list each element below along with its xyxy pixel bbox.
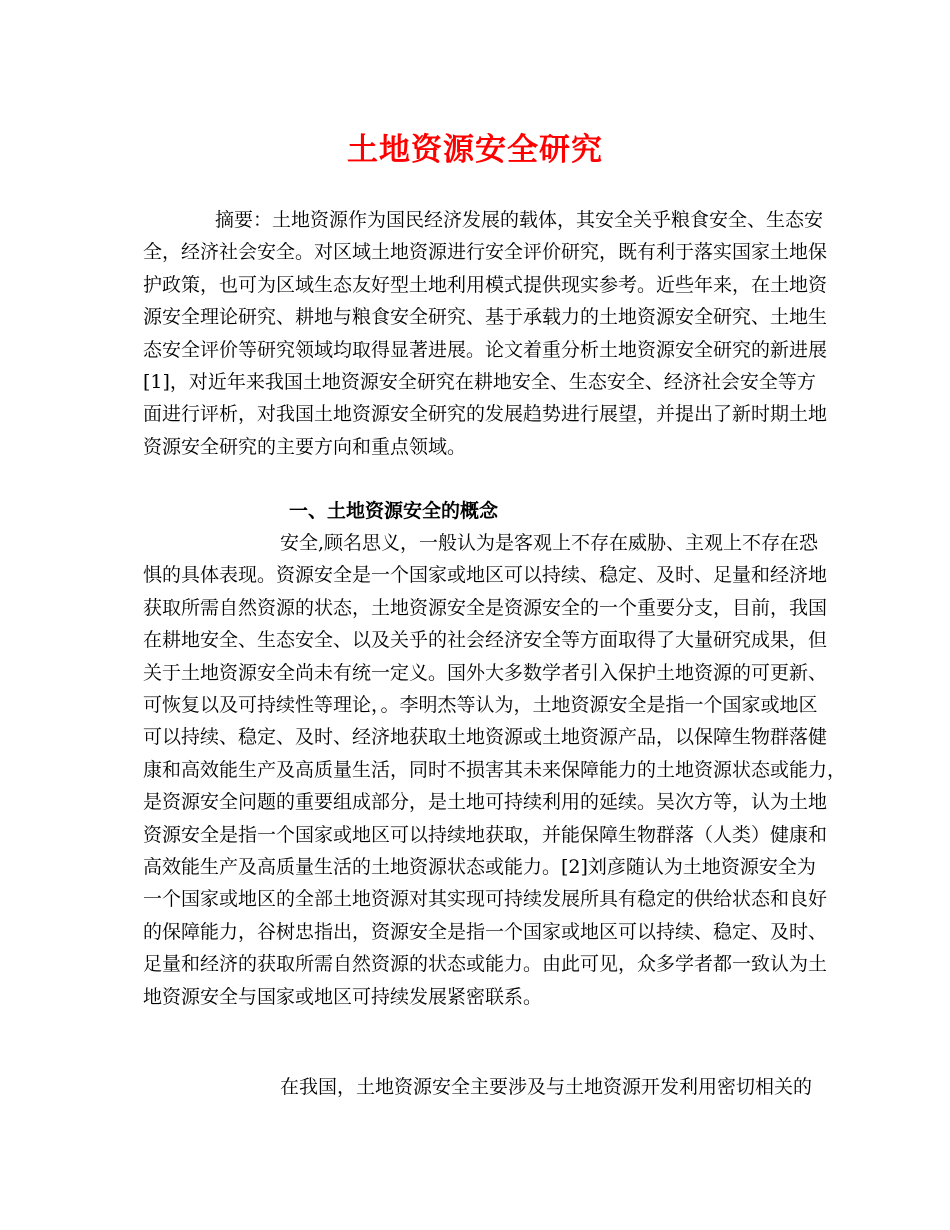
document-title: 土地资源安全研究 — [347, 132, 603, 168]
paragraph-line: 安全,顾名思义，一般认为是客观上不存在威胁、主观上不存在恐 — [280, 532, 819, 554]
paragraph-line: 可恢复以及可持续性等理论，。李明杰等认为，土地资源安全是指一个国家或地区 — [143, 694, 818, 717]
paragraph-line: 是资源安全问题的重要组成部分，是土地可持续利用的延续。吴次方等，认为土地 — [143, 791, 828, 814]
china-paragraph — [143, 1071, 813, 1103]
abstract-line: [1]，对近年来我国土地资源安全研究在耕地安全、生态安全、经济社会安全等方 — [143, 371, 816, 394]
section-heading: 一、土地资源安全的概念 — [289, 500, 499, 522]
concept-paragraph — [143, 527, 847, 1013]
paragraph-line: 在我国，土地资源安全主要涉及与土地资源开发利用密切相关的 — [280, 1076, 813, 1098]
abstract-line: 护政策，也可为区域生态友好型土地利用模式提供现实参考。近些年来，在土地资 — [143, 273, 828, 296]
abstract-line: 态安全评价等研究领域均取得显著进展。论文着重分析土地资源安全研究的新进展 — [143, 338, 828, 361]
paragraph-line: 资源安全是指一个国家或地区可以持续地获取，并能保障生物群落（人类）健康和 — [143, 823, 828, 846]
abstract-paragraph — [143, 204, 828, 463]
paragraph-line: 足量和经济的获取所需自然资源的状态或能力。由此可见，众多学者都一致认为土 — [143, 953, 828, 976]
abstract-line: 源安全理论研究、耕地与粮食安全研究、基于承载力的土地资源安全研究、土地生 — [143, 306, 828, 329]
abstract-line: 全，经济社会安全。对区域土地资源进行安全评价研究，既有利于落实国家土地保 — [143, 241, 828, 264]
paragraph-line: 惧的具体表现。资源安全是一个国家或地区可以持续、稳定、及时、足量和经济地 — [143, 564, 828, 587]
paragraph-line: 的保障能力，谷树忠指出，资源安全是指一个国家或地区可以持续、稳定、及时、 — [143, 920, 828, 943]
paragraph-line: 获取所需自然资源的状态，土地资源安全是资源安全的一个重要分支，目前，我国 — [143, 596, 828, 619]
abstract-line: 摘要：土地资源作为国民经济发展的载体，其安全关乎粮食安全、生态安 — [215, 209, 824, 231]
paragraph-line: 高效能生产及高质量生活的土地资源状态或能力。[2]刘彦随认为土地资源安全为 — [143, 856, 816, 879]
paragraph-line: 可以持续、稳定、及时、经济地获取土地资源或土地资源产品，以保障生物群落健 — [143, 726, 828, 749]
paragraph-line: 地资源安全与国家或地区可持续发展紧密联系。 — [143, 985, 543, 1008]
paragraph-line: 关于土地资源安全尚未有统一定义。国外大多数学者引入保护土地资源的可更新、 — [143, 661, 828, 684]
paragraph-line: 康和高效能生产及高质量生活，同时不损害其未来保障能力的土地资源状态或能力， — [143, 758, 847, 781]
paragraph-line: 一个国家或地区的全部土地资源对其实现可持续发展所具有稳定的供给状态和良好 — [143, 888, 828, 911]
abstract-line: 资源安全研究的主要方向和重点领域。 — [143, 435, 467, 458]
abstract-line: 面进行评析，对我国土地资源安全研究的发展趋势进行展望，并提出了新时期土地 — [143, 403, 828, 426]
paragraph-line: 在耕地安全、生态安全、以及关乎的社会经济安全等方面取得了大量研究成果，但 — [143, 629, 828, 652]
